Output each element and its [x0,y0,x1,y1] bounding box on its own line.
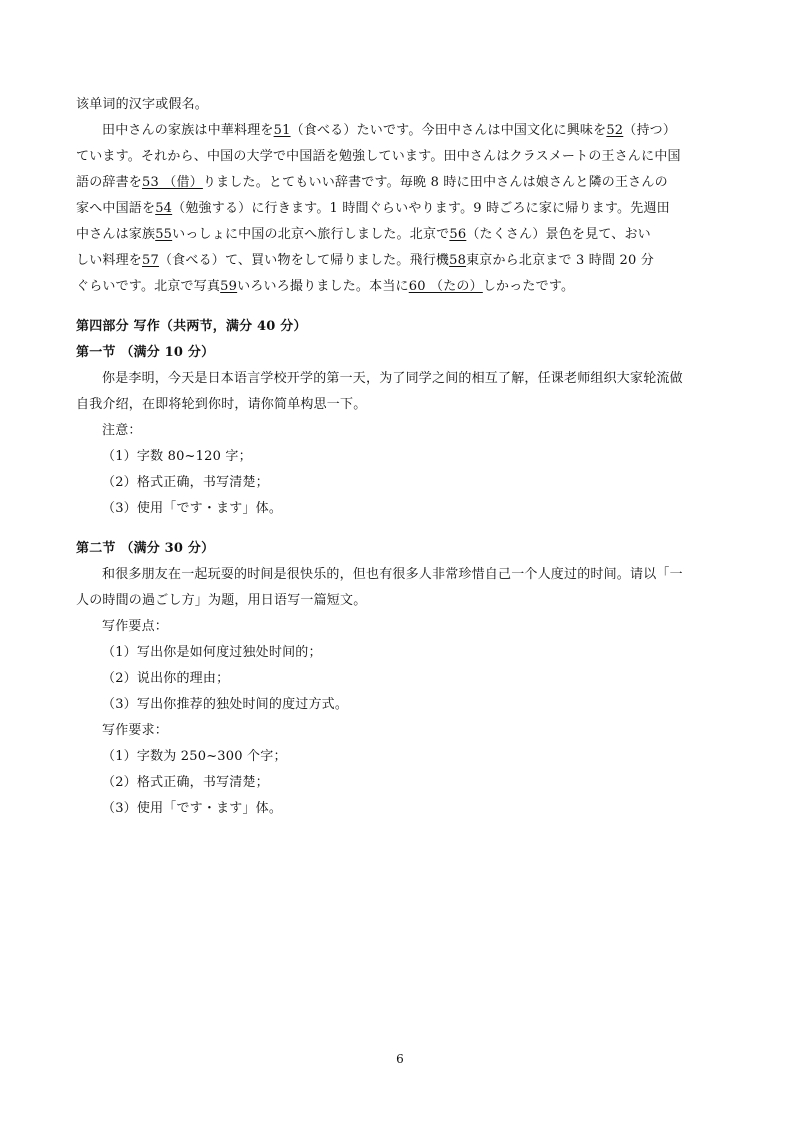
passage-text: （持つ） [623,123,677,138]
part4-heading: 第四部分 写作（共两节，满分 40 分） [76,319,307,334]
section2-points-title: 写作要点： [102,619,169,634]
passage-text: （食べる）たいです。今田中さんは中国文化に興味を [290,123,607,138]
blank-60: 60 （たの） [408,279,483,294]
section2-point: （2）说出你的理由； [102,671,230,686]
blank-51: 51 [273,123,291,138]
blank-59: 59 [220,279,238,294]
section2-req: （1）字数为 250~300 个字； [102,749,287,764]
passage-text: りました。とてもいい辞書です。毎晩 8 時に田中さんは娘さんと隣の王さんの [202,175,668,190]
page-content [76,92,724,822]
section2-point: （1）写出你是如何度过独处时间的； [102,645,322,660]
passage-text: 中さんは家族 [76,227,156,242]
section2-prompt-line-1: 和很多朋友在一起玩耍的时间是很快乐的，但也有很多人非常珍惜自己一个人度过的时间。请以「一 [102,567,683,582]
section2-point: （3）写出你推荐的独处时间的度过方式。 [102,697,349,712]
blank-57: 57 [142,253,159,268]
section2-heading: 第二节 （满分 30 分） [76,541,215,556]
passage-text: 家へ中国語を [76,201,156,216]
passage-line-5 [76,222,724,248]
page-number: 6 [396,1052,404,1066]
passage-line-6 [76,248,724,274]
blank-53: 53 （借） [142,175,203,190]
section1-note: （1）字数 80~120 字； [102,449,252,464]
spacer [76,522,724,536]
passage-line-7 [76,274,724,300]
blank-55: 55 [155,227,173,242]
section2-prompt-line-2: 人の時間の過ごし方」为题，用日语写一篇短文。 [76,593,367,608]
passage-line-3 [76,170,724,196]
passage-text: （食べる）て、買い物をして帰りました。飛行機 [158,253,450,268]
passage-text: 東京から北京まで 3 時間 20 分 [466,253,655,268]
passage-text: いろいろ撮りました。本当に [237,279,409,294]
passage-text: いっしょに中国の北京へ旅行しました。北京で [172,227,450,242]
section2-req: （3）使用「です・ます」体。 [102,801,283,816]
section1-prompt-line-2: 自我介绍，在即将轮到你时，请你简单构思一下。 [76,397,367,412]
passage-text: ぐらいです。北京で写真 [76,279,221,294]
section1-prompt-line-1: 你是李明，今天是日本语言学校开学的第一天，为了同学之间的相互了解，任课老师组织大家轮流做 [102,371,683,386]
passage-text: （勉強する）に行きます。1 時間ぐらいやります。9 時ごろに家に帰ります。先週田 [172,201,670,216]
passage-text: しい料理を [76,253,143,268]
passage-intro: 该单词的汉字或假名。 [76,97,209,112]
blank-52: 52 [606,123,624,138]
section1-note: （3）使用「です・ます」体。 [102,501,283,516]
section1-notes-title: 注意： [102,423,142,438]
blank-56: 56 [449,227,467,242]
spacer [76,300,724,314]
section1-note: （2）格式正确，书写清楚； [102,475,269,490]
section1-heading: 第一节 （满分 10 分） [76,345,215,360]
passage-text: 田中さんの家族は中華料理を [102,123,274,138]
passage-text: （たくさん）景色を見て、おい [466,227,651,242]
blank-58: 58 [449,253,467,268]
section2-req: （2）格式正确，书写清楚； [102,775,269,790]
passage-text: 語の辞書を [76,175,143,190]
blank-54: 54 [155,201,173,216]
section2-reqs-title: 写作要求： [102,723,169,738]
passage-line-2: ています。それから、中国の大学で中国語を勉強しています。田中さんはクラスメートの王さんに中国 [76,149,681,164]
passage-line-4 [76,196,724,222]
passage-text: しかったです。 [482,279,575,294]
passage-line-1 [76,118,724,144]
